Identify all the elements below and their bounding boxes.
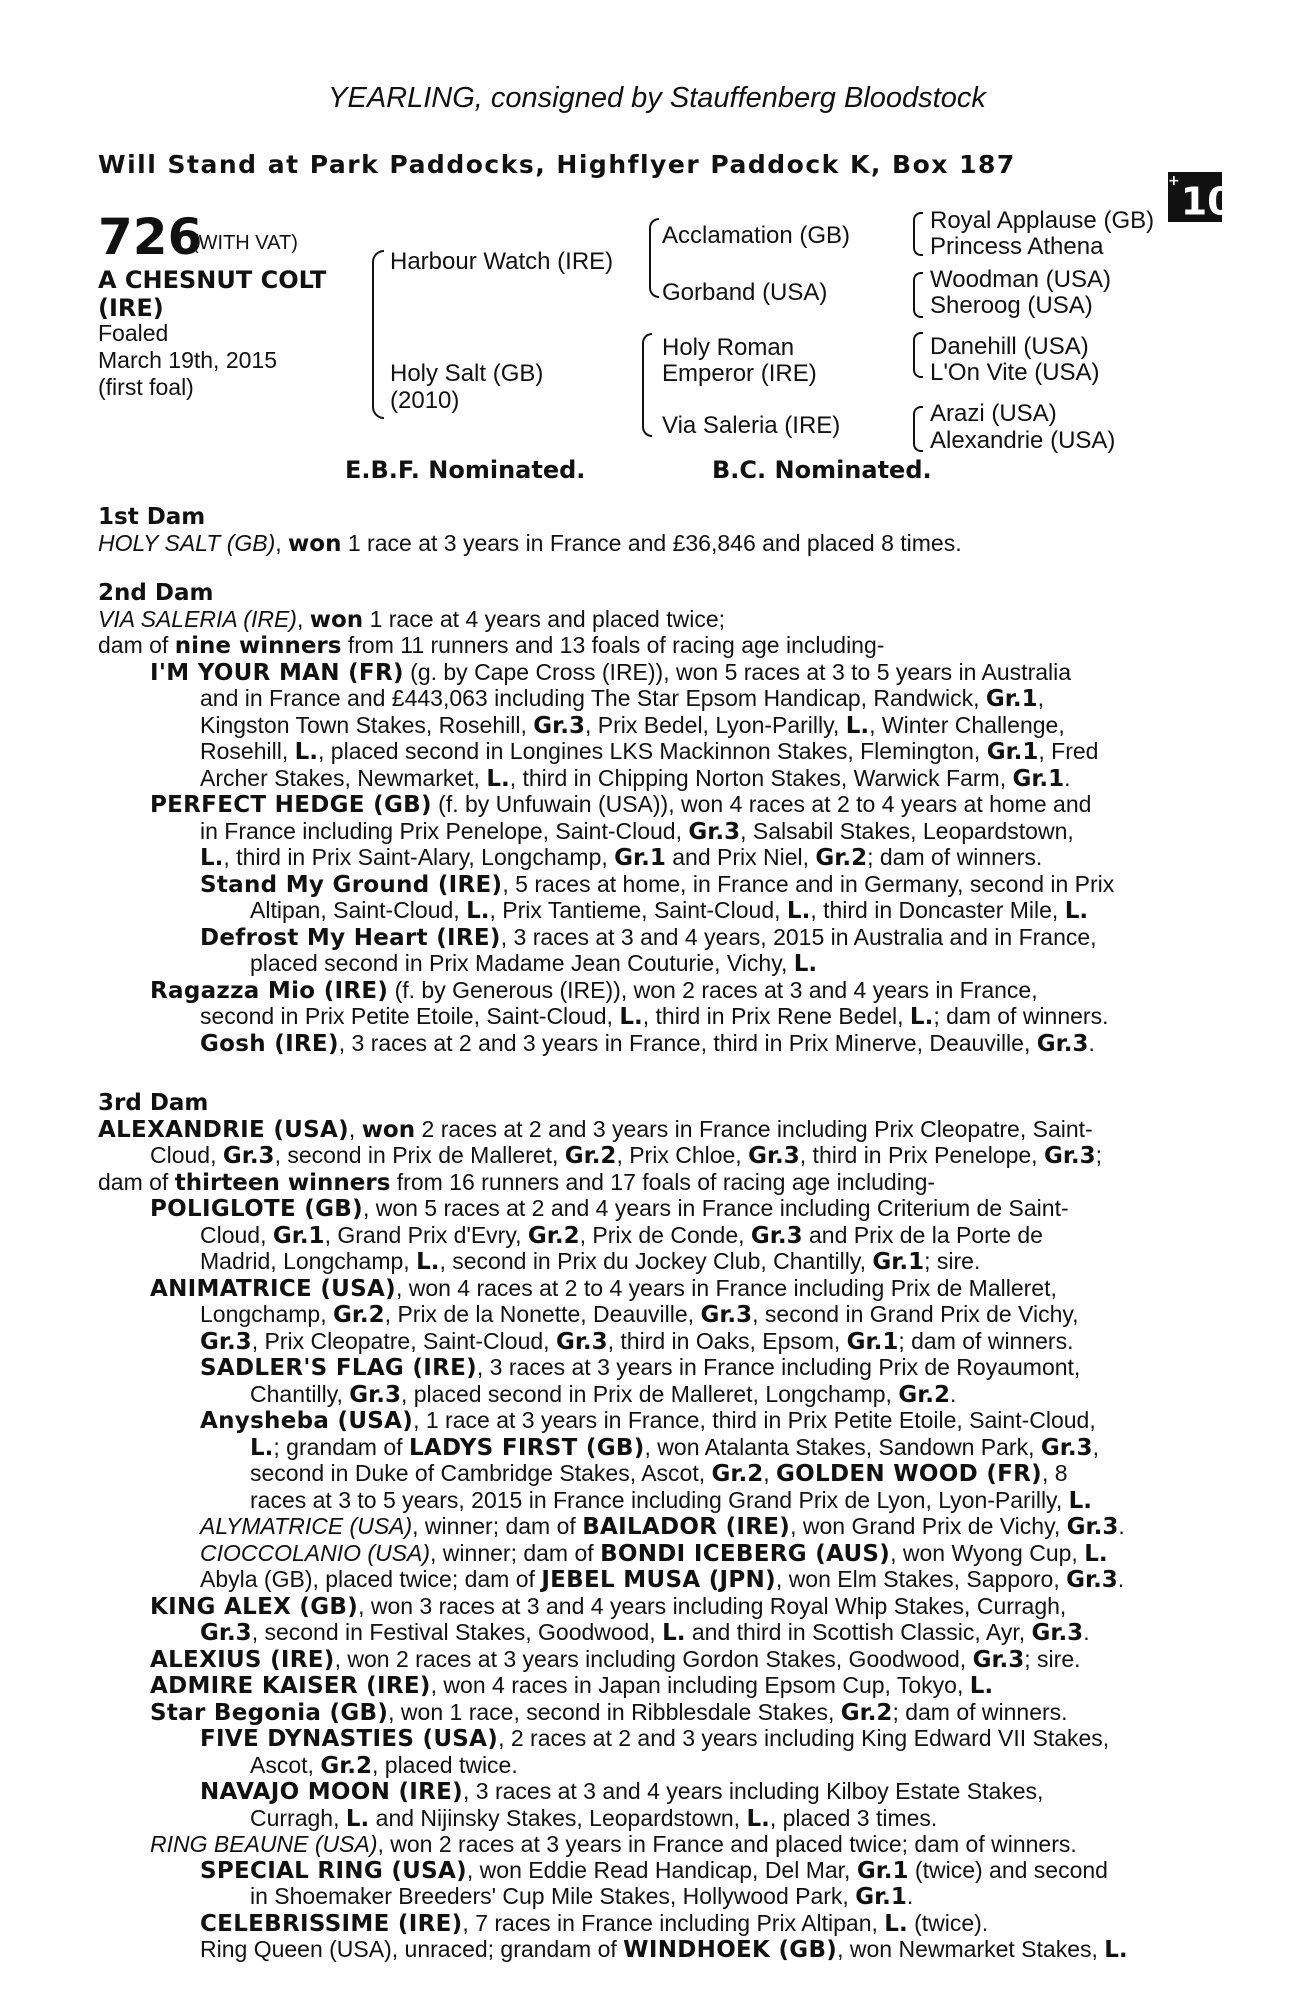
listed: L. <box>845 712 870 739</box>
progeny-entry <box>98 1779 1208 1806</box>
horse-name: RING BEAUNE (USA) <box>150 1831 378 1857</box>
grade: Gr.3 <box>1066 1567 1118 1593</box>
progeny-entry <box>98 1514 1208 1541</box>
text: 1 race at 4 years and placed twice; <box>369 605 725 632</box>
text: ; dam of winners. <box>933 1003 1109 1029</box>
text: Longchamp, <box>200 1301 327 1327</box>
listed: L. <box>619 1004 643 1030</box>
text: , won Atalanta Stakes, Sandown Park, <box>644 1433 1035 1460</box>
progeny-entry <box>98 1673 1208 1700</box>
third-dam-heading: 3rd Dam <box>98 1090 209 1116</box>
grade: Gr.3 <box>1040 1434 1093 1461</box>
progeny-entry-cont <box>98 845 1208 872</box>
text: , 5 races at home, in France and in Germany, second in Prix <box>502 870 1115 897</box>
horse-name: Defrost My Heart (IRE) <box>200 924 501 951</box>
text: dam of <box>98 1168 169 1195</box>
text: , <box>1037 685 1044 711</box>
won-label: won <box>288 530 342 557</box>
horse-name: Stand My Ground (IRE) <box>200 871 503 898</box>
pedigree-brace-sire <box>649 218 659 298</box>
listed: L. <box>466 898 490 924</box>
grade: Gr.2 <box>840 1699 893 1726</box>
progeny-entry-cont <box>98 898 1208 925</box>
progeny-entry <box>98 1594 1208 1621</box>
pedigree-ssd: Princess Athena <box>930 233 1104 260</box>
listed: L. <box>1064 898 1089 924</box>
progeny-entry-cont <box>98 1806 1208 1833</box>
grade: Gr.2 <box>564 1143 617 1169</box>
text: Chantilly, <box>250 1380 343 1407</box>
grade: Gr.3 <box>688 818 741 845</box>
pedigree-dam-dam: Via Saleria (IRE) <box>662 412 841 439</box>
text: ; dam of winners. <box>892 1698 1068 1725</box>
listed: L. <box>969 1673 994 1699</box>
progeny-entry <box>98 1647 1208 1674</box>
pedigree-dam-sire-1: Holy Roman <box>662 334 795 361</box>
progeny-entry <box>98 978 1208 1005</box>
text: Altipan, Saint-Cloud, <box>250 897 460 923</box>
progeny-entry <box>98 792 1208 819</box>
text: , won Newmarket Stakes, <box>837 1936 1098 1962</box>
pedigree-sire: Harbour Watch (IRE) <box>390 248 614 275</box>
text: , 3 races at 3 years in France including Prix de Royaumont, <box>476 1354 1081 1380</box>
text: , second in Festival Stakes, Goodwood, <box>251 1619 656 1645</box>
progeny-entry <box>98 925 1208 952</box>
progeny-entry-cont <box>98 1753 1208 1780</box>
horse-name: WINDHOEK (GB) <box>623 1937 838 1963</box>
grade: Gr.3 <box>200 1328 252 1355</box>
horse-name: ALEXIUS (IRE) <box>150 1646 335 1673</box>
first-dam-heading: 1st Dam <box>98 504 206 530</box>
progeny-entry-cont <box>98 1435 1208 1462</box>
lot-title-line2: (IRE) <box>98 294 164 322</box>
second-dam-line: VIA SALERIA (IRE), won 1 race at 4 years and placed twice; <box>98 605 725 633</box>
text: , second in Grand Prix de Vichy, <box>752 1301 1079 1327</box>
progeny-entry <box>98 1858 1208 1885</box>
text: Cloud, <box>200 1221 267 1248</box>
progeny-entry <box>98 1700 1208 1727</box>
pedigree-dam-year: (2010) <box>390 387 460 414</box>
pedigree-dsd: L'On Vite (USA) <box>930 359 1100 386</box>
grade: Gr.3 <box>200 1620 252 1646</box>
horse-name: PERFECT HEDGE (GB) <box>150 792 432 818</box>
text: Ring Queen (USA), unraced; grandam of <box>200 1936 617 1962</box>
pedigree-sds: Woodman (USA) <box>930 266 1111 293</box>
horse-name: BONDI ICEBERG (AUS) <box>600 1540 891 1567</box>
text: , winner; dam of <box>412 1513 576 1539</box>
horse-name: NAVAJO MOON (IRE) <box>200 1779 463 1805</box>
horse-name: SADLER'S FLAG (IRE) <box>200 1355 477 1381</box>
listed: L. <box>486 765 510 792</box>
text: , Prix Tantieme, Saint-Cloud, <box>489 897 781 923</box>
text: , <box>1092 1433 1099 1460</box>
text: and third in Scottish Classic, Ayr, <box>691 1619 1026 1645</box>
progeny-entry-cont <box>98 1249 1208 1276</box>
grade: Gr.2 <box>332 1302 385 1328</box>
text: , Fred <box>1038 738 1099 764</box>
foaled-label: Foaled <box>98 320 169 346</box>
foaled-date: March 19th, 2015 <box>98 347 278 373</box>
listed: L. <box>416 1249 440 1275</box>
lot-number: 726 <box>98 208 203 266</box>
text: in France including Prix Penelope, Saint-Cloud, <box>200 817 682 844</box>
horse-name: LADYS FIRST (GB) <box>408 1434 645 1461</box>
grade: Gr.1 <box>986 739 1039 765</box>
grade: Gr.3 <box>750 1222 803 1249</box>
text: , third in Oaks, Epsom, <box>607 1327 841 1354</box>
horse-name: CELEBRISSIME (IRE) <box>200 1910 463 1937</box>
progeny-entry <box>98 1567 1208 1594</box>
text: , placed twice. <box>372 1751 518 1778</box>
progeny-entry <box>98 660 1208 687</box>
horse-name: CIOCCOLANIO (USA) <box>200 1539 431 1566</box>
progeny-entry <box>98 1832 1208 1858</box>
pedigree-sire-sire: Acclamation (GB) <box>662 222 851 249</box>
grade: Gr.3 <box>1031 1620 1084 1646</box>
horse-name: SPECIAL RING (USA) <box>200 1857 467 1884</box>
text: , 1 race at 3 years in France, third in Prix Petite Etoile, Saint-Cloud, <box>413 1407 1096 1433</box>
listed: L. <box>662 1620 686 1646</box>
text: from 16 runners and 17 foals of racing age including- <box>396 1168 936 1195</box>
horse-name: Ragazza Mio (IRE) <box>150 977 389 1004</box>
text: , third in Prix Penelope, <box>799 1142 1038 1168</box>
grade: Gr.3 <box>222 1143 275 1169</box>
pedigree-brace-ds <box>913 332 923 378</box>
text: second in Prix Petite Etoile, Saint-Cloud, <box>200 1003 613 1029</box>
text: , third in Chipping Norton Stakes, Warwick Farm, <box>509 764 1007 791</box>
text: dam of <box>98 632 169 658</box>
text: (f. by Generous (IRE)), won 2 races at 3 and 4 years in France, <box>394 976 1038 1003</box>
text: ; sire. <box>1024 1645 1081 1672</box>
text: (twice) and second <box>914 1856 1108 1883</box>
text: . <box>906 1883 914 1909</box>
won-label: won <box>309 606 364 633</box>
text: . <box>1118 1513 1125 1539</box>
bc-nominated: B.C. Nominated. <box>712 456 932 484</box>
pedigree-dam: Holy Salt (GB) <box>390 360 544 387</box>
pedigree-ddd: Alexandrie (USA) <box>930 427 1116 454</box>
text: ; dam of winners. <box>867 844 1043 870</box>
text: second in Duke of Cambridge Stakes, Ascot, <box>250 1460 706 1486</box>
text: , third in Prix Rene Bedel, <box>642 1003 904 1029</box>
vat-note: (WITH VAT) <box>192 232 298 254</box>
text: in Shoemaker Breeders' Cup Mile Stakes, Hollywood Park, <box>250 1883 849 1909</box>
text: , second in Prix du Jockey Club, Chantilly, <box>439 1248 867 1274</box>
grade: Gr.1 <box>855 1884 907 1910</box>
grade: Gr.3 <box>1036 1030 1089 1057</box>
listed: L. <box>909 1004 934 1030</box>
stand-location: Will Stand at Park Paddocks, Highflyer Paddock K, Box 187 <box>98 150 1016 179</box>
text: , won 1 race, second in Ribblesdale Stakes, <box>388 1698 835 1725</box>
grade: Gr.1 <box>985 686 1038 712</box>
horse-name: BAILADOR (IRE) <box>582 1514 791 1540</box>
text: , won Elm Stakes, Sapporo, <box>775 1566 1060 1592</box>
pedigree-brace-dd <box>913 406 923 452</box>
progeny-entry-cont <box>98 1004 1208 1031</box>
foaled-info <box>98 320 277 401</box>
pedigree-sire-dam: Gorband (USA) <box>662 279 828 306</box>
winners-count: nine winners <box>174 633 342 659</box>
text: , placed second in Prix de Malleret, Longchamp, <box>400 1380 892 1407</box>
listed: L. <box>746 1805 770 1832</box>
text: (twice). <box>914 1909 989 1936</box>
text: and Nijinsky Stakes, Leopardstown, <box>375 1804 741 1831</box>
progeny-entry-cont <box>98 1302 1208 1329</box>
listed: L. <box>1104 1937 1128 1963</box>
progeny-entry-cont <box>98 1382 1208 1409</box>
progeny-entry-cont <box>98 1620 1208 1647</box>
text: . <box>1083 1619 1090 1645</box>
progeny-entry-cont <box>98 766 1208 793</box>
text: , 3 races at 2 and 3 years in France, third in Prix Minerve, Deauville, <box>338 1029 1031 1056</box>
pedigree-brace-main <box>372 250 384 419</box>
progeny-entry <box>98 1541 1208 1568</box>
progeny-entry <box>98 1408 1208 1435</box>
listed: L. <box>1084 1540 1108 1567</box>
grade: Gr.3 <box>533 712 585 739</box>
text: , won 3 races at 3 and 4 years including Royal Whip Stakes, Curragh, <box>358 1592 1067 1619</box>
grade: Gr.1 <box>272 1222 325 1249</box>
pedigree-dam-sire-2: Emperor (IRE) <box>662 360 817 387</box>
progeny-entry-cont <box>98 951 1208 978</box>
text: , Prix Bedel, Lyon-Parilly, <box>584 711 840 738</box>
text: Curragh, <box>250 1804 340 1831</box>
grade: Gr.2 <box>320 1752 372 1779</box>
progeny-entry <box>98 1355 1208 1382</box>
second-dam-winners-line <box>98 633 1208 660</box>
listed: L. <box>294 739 319 765</box>
text: Rosehill, <box>200 738 289 764</box>
listed: L. <box>786 898 811 924</box>
text: from 11 runners and 13 foals of racing age including- <box>347 632 885 658</box>
text: Madrid, Longchamp, <box>200 1248 410 1274</box>
progeny-entry <box>98 1937 1208 1964</box>
winners-count: thirteen winners <box>174 1169 391 1196</box>
pedigree-brace-dam <box>642 333 652 437</box>
text: , Prix Cleopatre, Saint-Cloud, <box>251 1327 550 1354</box>
progeny-entry <box>98 1276 1208 1303</box>
won-label: won <box>361 1116 416 1143</box>
text: and in France and £443,063 including The Star Epsom Handicap, Randwick, <box>200 685 980 711</box>
progeny-entry-cont <box>98 1223 1208 1250</box>
text: , won 4 races in Japan including Epsom Cup, Tokyo, <box>430 1672 964 1698</box>
text: , won 4 races at 2 to 4 years in France including Prix de Malleret, <box>395 1274 1057 1301</box>
pedigree-dss: Danehill (USA) <box>930 333 1089 360</box>
grade: Gr.3 <box>1043 1143 1096 1169</box>
first-dam-line: HOLY SALT (GB), won 1 race at 3 years in France and £36,846 and placed 8 times. <box>98 529 962 557</box>
text: and Prix Niel, <box>672 844 810 870</box>
horse-name: ALYMATRICE (USA) <box>200 1513 413 1539</box>
grade: Gr.3 <box>972 1646 1025 1673</box>
grade: Gr.3 <box>700 1302 753 1328</box>
text: ; grandam of <box>273 1433 403 1460</box>
text: , placed 3 times. <box>769 1804 938 1831</box>
badge-plus-mark: + <box>1168 173 1180 189</box>
listed: L. <box>884 1910 908 1937</box>
progeny-entry-cont <box>98 1488 1208 1515</box>
horse-name: Star Begonia (GB) <box>150 1699 389 1726</box>
text: . <box>950 1380 957 1407</box>
first-dam-name: HOLY SALT (GB) <box>98 529 276 556</box>
text: , Prix de Conde, <box>579 1221 745 1248</box>
progeny-entry-cont <box>98 1884 1208 1911</box>
horse-name: ANIMATRICE (USA) <box>150 1275 396 1302</box>
text: Abyla (GB), placed twice; dam of <box>200 1566 535 1592</box>
grade: Gr.3 <box>748 1143 800 1169</box>
progeny-entry <box>98 1911 1208 1938</box>
progeny-entry-cont <box>98 686 1208 713</box>
text: , 7 races in France including Prix Altipan, <box>462 1909 878 1936</box>
progeny-entry-cont <box>98 819 1208 846</box>
text: (f. by Unfuwain (USA)), won 4 races at 2 to 4 years at home and <box>438 791 1092 817</box>
text: , third in Doncaster Mile, <box>810 897 1059 923</box>
progeny-entry <box>98 1031 1208 1058</box>
text: , 8 <box>1041 1460 1068 1486</box>
text: , won Wyong Cup, <box>890 1539 1078 1566</box>
text: , third in Prix Saint-Alary, Longchamp, <box>223 844 608 870</box>
third-dam-line: ALEXANDRIE (USA), won 2 races at 2 and 3 years in France including Prix Cleopatre, Saint- <box>98 1115 1093 1143</box>
text: , placed second in Longines LKS Mackinnon Stakes, Flemington, <box>318 738 981 764</box>
text: ; <box>1095 1142 1103 1168</box>
grade: Gr.1 <box>846 1328 899 1355</box>
horse-name: KING ALEX (GB) <box>150 1593 359 1620</box>
third-dam-winners-line <box>98 1170 1208 1197</box>
grade: Gr.2 <box>711 1461 764 1487</box>
horse-name: ADMIRE KAISER (IRE) <box>150 1673 431 1699</box>
listed: L. <box>345 1805 370 1832</box>
text: , second in Prix de Malleret, <box>274 1142 559 1168</box>
page-title: YEARLING, consigned by Stauffenberg Bloodstock <box>328 82 986 114</box>
text: , <box>763 1460 770 1486</box>
progeny-entry-cont <box>98 713 1208 740</box>
progeny-entry-cont <box>98 1329 1208 1356</box>
text: Cloud, <box>150 1142 217 1168</box>
grade: Gr.1 <box>856 1857 909 1884</box>
grade: Gr.2 <box>527 1222 580 1249</box>
listed: L. <box>250 1434 274 1461</box>
horse-name: JEBEL MUSA (JPN) <box>541 1567 776 1593</box>
grade: Gr.3 <box>555 1328 608 1355</box>
grade: Gr.2 <box>898 1381 950 1408</box>
text: , won Grand Prix de Vichy, <box>790 1513 1061 1539</box>
pedigree-brace-ss <box>913 212 923 256</box>
text: , won 2 races at 3 years including Gordon Stakes, Goodwood, <box>334 1645 967 1672</box>
second-dam-name: VIA SALERIA (IRE) <box>98 605 297 632</box>
text: and Prix de la Porte de <box>809 1221 1043 1248</box>
horse-name: Gosh (IRE) <box>200 1030 339 1057</box>
listed: L. <box>200 845 224 871</box>
text: , Prix de la Nonette, Deauville, <box>384 1301 695 1327</box>
text: , winner; dam of <box>430 1539 594 1566</box>
horse-name: GOLDEN WOOD (FR) <box>776 1461 1042 1487</box>
text: . <box>1088 1029 1095 1056</box>
foaled-note: (first foal) <box>98 374 194 400</box>
text: , won Eddie Read Handicap, Del Mar, <box>466 1856 851 1883</box>
text: , 2 races at 2 and 3 years including King Edward VII Stakes, <box>498 1725 1110 1751</box>
text: . <box>1064 764 1071 791</box>
text: placed second in Prix Madame Jean Couturie, Vichy, <box>250 950 788 976</box>
grade: Gr.3 <box>349 1381 401 1408</box>
horse-name: Anysheba (USA) <box>200 1408 414 1434</box>
horse-name: FIVE DYNASTIES (USA) <box>200 1726 499 1752</box>
text: (g. by Cape Cross (IRE)), won 5 races at 3 to 5 years in Australia <box>410 658 1072 685</box>
progeny-entry-cont <box>98 1461 1208 1488</box>
horse-name: I'M YOUR MAN (FR) <box>150 659 404 686</box>
first-dam-text: 1 race at 3 years in France and £36,846 and placed 8 times. <box>347 529 962 556</box>
text: races at 3 to 5 years, 2015 in France including Grand Prix de Lyon, Lyon-Parilly, <box>250 1486 1063 1513</box>
text: , Prix Chloe, <box>616 1142 742 1168</box>
grade: Gr.1 <box>1012 765 1065 792</box>
progeny-entry-cont <box>98 739 1208 766</box>
text: ; dam of winners. <box>898 1327 1074 1354</box>
text: , won 5 races at 2 and 4 years in France including Criterium de Saint- <box>362 1195 1069 1221</box>
text: 2 races at 2 and 3 years in France including Prix Cleopatre, Saint- <box>421 1115 1093 1142</box>
text: , 3 races at 3 and 4 years including Kilboy Estate Stakes, <box>463 1778 1044 1804</box>
listed: L. <box>793 951 818 977</box>
progeny-entry <box>98 872 1208 899</box>
pedigree-sss: Royal Applause (GB) <box>930 207 1155 234</box>
third-dam-line-cont <box>98 1143 1208 1170</box>
text: Archer Stakes, Newmarket, <box>200 764 480 791</box>
grade: Gr.2 <box>815 845 868 871</box>
text: , Winter Challenge, <box>869 711 1065 738</box>
text: , 3 races at 3 and 4 years, 2015 in Australia and in France, <box>500 923 1097 950</box>
horse-name: POLIGLOTE (GB) <box>150 1196 363 1222</box>
second-dam-heading: 2nd Dam <box>98 580 214 606</box>
ebf-nominated: E.B.F. Nominated. <box>345 456 586 484</box>
pedigree-dds: Arazi (USA) <box>930 400 1057 427</box>
text: , Grand Prix d'Evry, <box>324 1221 522 1248</box>
progeny-entry <box>98 1196 1208 1223</box>
text: . <box>1117 1566 1125 1592</box>
lot-badge <box>1168 172 1234 224</box>
pedigree-brace-sd <box>913 272 923 318</box>
text: , Salsabil Stakes, Leopardstown, <box>740 817 1074 844</box>
text: ; sire. <box>924 1248 981 1274</box>
grade: Gr.1 <box>872 1249 925 1275</box>
text: Ascot, <box>250 1751 314 1778</box>
lot-title-line1: A CHESNUT COLT <box>98 266 327 294</box>
listed: L. <box>1068 1487 1093 1514</box>
grade: Gr.1 <box>614 845 666 871</box>
text: Kingston Town Stakes, Rosehill, <box>200 711 527 738</box>
third-dam-name: ALEXANDRIE (USA) <box>98 1116 349 1143</box>
badge-number: 10 <box>1180 179 1234 224</box>
progeny-entry <box>98 1726 1208 1753</box>
catalogue-body <box>98 505 1208 1964</box>
grade: Gr.3 <box>1066 1514 1119 1540</box>
text: , won 2 races at 3 years in France and placed twice; dam of winners. <box>377 1831 1077 1857</box>
pedigree-sdd: Sheroog (USA) <box>930 292 1093 319</box>
lot-description <box>98 266 326 322</box>
